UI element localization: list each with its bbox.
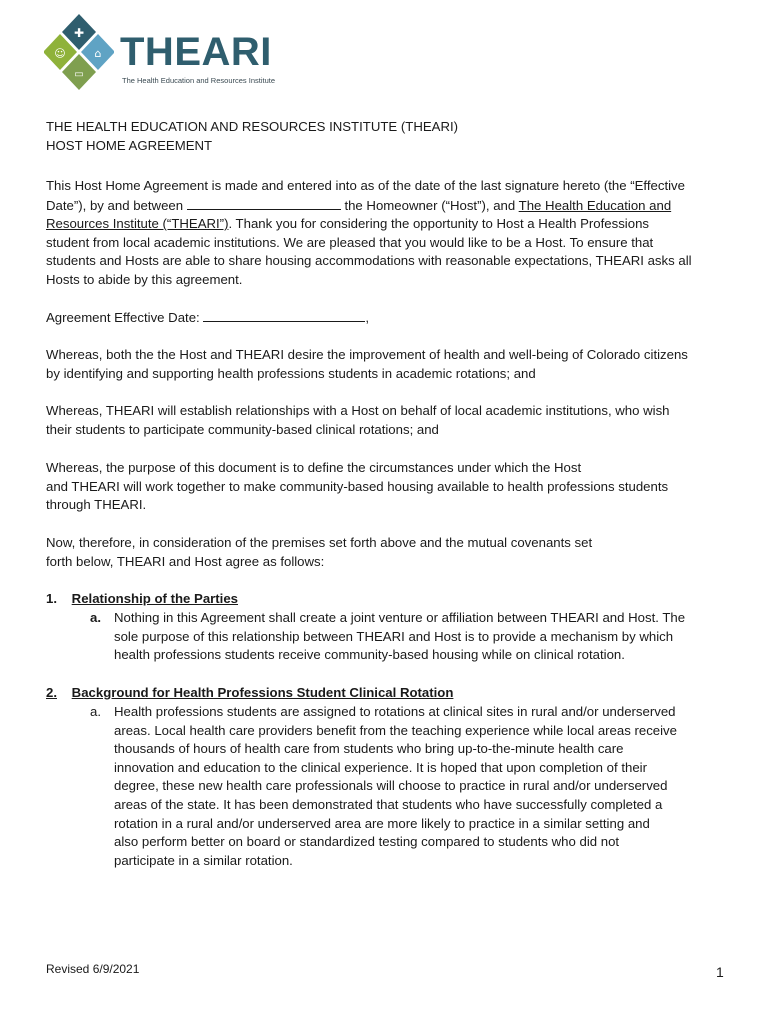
section-2-a-line: areas. Local health care providers benefit from the teaching experience while local areas receive xyxy=(114,722,677,738)
section-1-item-a-label: a. xyxy=(90,610,101,625)
svg-text:☺: ☺ xyxy=(54,47,66,60)
whereas-2-line-1: Whereas, THEARI will establish relationships with a Host on behalf of local academic institutions, who wish xyxy=(46,403,670,418)
document-heading-2: HOST HOME AGREEMENT xyxy=(46,138,213,153)
section-2-number: 2. xyxy=(46,685,57,700)
section-2-a-line: areas of the state. It has been demonstrated that students who have successfully completed a xyxy=(114,796,663,812)
theari-logo xyxy=(44,14,276,90)
document-heading-1: THE HEALTH EDUCATION AND RESOURCES INSTITUTE (THEARI) xyxy=(46,119,459,134)
effective-date-label: Agreement Effective Date: xyxy=(46,310,200,325)
whereas-1-line-2: by identifying and supporting health professions students in academic rotations; and xyxy=(46,365,536,381)
host-name-blank[interactable] xyxy=(187,196,341,210)
now-therefore-paragraph xyxy=(46,534,726,571)
section-2-title: Background for Health Professions Student Clinical Rotation xyxy=(71,685,454,700)
section-1-item-a-text xyxy=(114,609,708,665)
intro-line-3b: . Thank you for considering the opportunity to Host a Health Professions xyxy=(228,216,649,232)
effective-date-blank[interactable] xyxy=(203,308,365,322)
section-1-a-line-1: Nothing in this Agreement shall create a joint venture or affiliation between THEARI and Host. The xyxy=(114,610,686,625)
whereas-paragraph-2 xyxy=(46,402,726,439)
svg-text:⌂: ⌂ xyxy=(94,47,102,60)
intro-line-2b: the Homeowner (“Host”), and xyxy=(344,197,516,213)
section-2-item-a-label: a. xyxy=(90,704,101,719)
now-line-2: forth below, THEARI and Host agree as follows: xyxy=(46,553,325,569)
intro-line-3 xyxy=(46,215,726,234)
section-2-a-line: rotation in a rural and/or underserved area are more likely to practice in a similar setting and xyxy=(114,815,650,831)
section-2-heading xyxy=(46,684,726,703)
whereas-2-line-2: their students to participate community-based clinical rotations; and xyxy=(46,421,439,437)
intro-line-2 xyxy=(46,196,726,216)
section-2-item-a-text xyxy=(114,703,708,870)
effective-date-row xyxy=(46,308,726,328)
intro-line-1: This Host Home Agreement is made and entered into as of the date of the last signature hereto (the “Effective xyxy=(46,178,685,193)
section-2-a-line: also perform better on board or standardized testing compared to students who did not xyxy=(114,834,620,850)
theari-diamond-emblem xyxy=(44,14,114,90)
revision-date: Revised 6/9/2021 xyxy=(46,962,140,976)
section-1-a-line-2: sole purpose of this relationship between THEARI and Host is to provide a mechanism by which xyxy=(114,628,674,644)
theari-full-name-link: The Health Education and xyxy=(518,197,672,213)
intro-line-5: students and Hosts are able to share housing accommodations with reasonable expectations, THEARI asks all xyxy=(46,253,692,269)
whereas-paragraph-3 xyxy=(46,459,726,515)
svg-text:▭: ▭ xyxy=(74,69,84,80)
section-1-title: Relationship of the Parties xyxy=(71,591,239,606)
section-2-a-line: participate in a similar rotation. xyxy=(114,852,293,868)
intro-paragraph xyxy=(46,177,726,290)
section-1-number: 1. xyxy=(46,591,57,606)
logo-tagline: The Health Education and Resources Institute xyxy=(122,76,276,85)
theari-name-underlined: Resources Institute (“THEARI”) xyxy=(46,216,229,232)
section-2-a-line: thousands of hours of health care from students who bring up-to-the-minute health care xyxy=(114,741,624,757)
section-1-a-line-3: health professions students receive community-based housing while on clinical rotation. xyxy=(114,647,625,663)
whereas-3-line-3: through THEARI. xyxy=(46,497,147,513)
section-1-item-a xyxy=(90,609,730,669)
whereas-3-line-1: Whereas, the purpose of this document is to define the circumstances under which the Host xyxy=(46,460,582,475)
intro-line-4: student from local academic institutions. We are pleased that you would like to be a Host. To ensure that xyxy=(46,234,654,250)
section-2-item-a xyxy=(90,703,730,875)
effective-date-comma: , xyxy=(365,310,370,325)
section-2-a-line: degree, these new health care professionals will choose to practice in rural and/or underserved xyxy=(114,778,668,794)
whereas-1-line-1: Whereas, both the the Host and THEARI desire the improvement of health and well-being of Colorado citizens xyxy=(46,347,688,362)
page-number: 1 xyxy=(716,964,724,980)
intro-line-2a: Date”), by and between xyxy=(46,197,184,213)
intro-line-6: Hosts to abide by this agreement. xyxy=(46,271,243,287)
section-1-heading xyxy=(46,590,726,609)
now-line-1: Now, therefore, in consideration of the premises set forth above and the mutual covenants set xyxy=(46,535,593,550)
svg-text:✚: ✚ xyxy=(73,26,85,40)
whereas-paragraph-1 xyxy=(46,346,726,383)
section-2-a-line: Health professions students are assigned to rotations at clinical sites in rural and/or underserved xyxy=(114,704,676,719)
logo-wordmark: THEARI xyxy=(120,30,272,74)
whereas-3-line-2: and THEARI will work together to make community-based housing available to health professions students xyxy=(46,478,669,494)
section-2-a-line: innovation and education to the clinical experience. It is hoped that upon completion of their xyxy=(114,759,647,775)
